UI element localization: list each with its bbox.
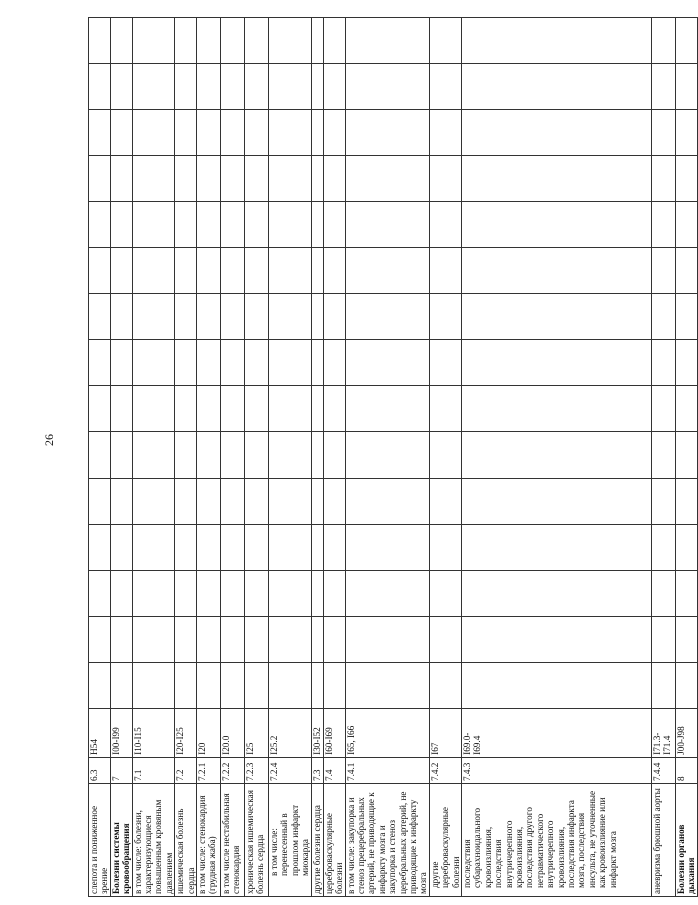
empty-value-cell: [269, 110, 312, 156]
empty-value-cell: [175, 248, 197, 294]
empty-value-cell: [675, 18, 697, 64]
empty-value-cell: [175, 570, 197, 616]
empty-value-cell: [110, 18, 132, 64]
empty-value-cell: [269, 64, 312, 110]
empty-value-cell: [175, 202, 197, 248]
empty-value-cell: [197, 248, 221, 294]
row-line-number: 7.4.1: [345, 757, 429, 783]
empty-value-cell: [651, 340, 675, 386]
empty-value-cell: [245, 478, 269, 524]
empty-value-cell: [323, 248, 345, 294]
disease-statistics-table: [88, 17, 698, 897]
empty-value-cell: [461, 662, 651, 708]
row-line-number: 7.4.4: [651, 757, 675, 783]
empty-value-cell: [89, 570, 111, 616]
empty-value-cell: [197, 156, 221, 202]
empty-value-cell: [175, 294, 197, 340]
empty-value-cell: [197, 110, 221, 156]
row-icd-code: I60-I69: [323, 708, 345, 757]
empty-value-cell: [89, 616, 111, 662]
empty-value-cell: [221, 386, 245, 432]
statistics-table-rotated: [88, 17, 697, 897]
empty-value-cell: [311, 340, 323, 386]
empty-value-cell: [651, 294, 675, 340]
empty-value-cell: [323, 432, 345, 478]
empty-value-cell: [345, 524, 429, 570]
empty-value-cell: [245, 156, 269, 202]
empty-value-cell: [345, 570, 429, 616]
empty-value-cell: [429, 524, 461, 570]
empty-value-cell: [345, 662, 429, 708]
empty-value-cell: [197, 432, 221, 478]
empty-value-cell: [132, 662, 175, 708]
empty-value-cell: [461, 432, 651, 478]
empty-value-cell: [110, 294, 132, 340]
empty-value-cell: [311, 248, 323, 294]
empty-value-cell: [311, 662, 323, 708]
empty-value-cell: [110, 386, 132, 432]
empty-value-cell: [245, 432, 269, 478]
empty-value-cell: [132, 110, 175, 156]
empty-value-cell: [651, 524, 675, 570]
empty-value-cell: [175, 478, 197, 524]
empty-value-cell: [221, 340, 245, 386]
empty-value-cell: [429, 64, 461, 110]
empty-value-cell: [429, 386, 461, 432]
empty-value-cell: [311, 64, 323, 110]
empty-value-cell: [651, 64, 675, 110]
empty-value-cell: [110, 662, 132, 708]
empty-value-cell: [132, 478, 175, 524]
row-name: в том числе: стенокардия (грудная жаба): [197, 784, 221, 897]
empty-value-cell: [461, 110, 651, 156]
row-name: другие цереброваскулярные болезни: [429, 784, 461, 897]
empty-value-cell: [132, 386, 175, 432]
empty-value-cell: [269, 570, 312, 616]
empty-value-cell: [175, 662, 197, 708]
empty-value-cell: [323, 478, 345, 524]
empty-value-cell: [429, 616, 461, 662]
empty-value-cell: [675, 340, 697, 386]
empty-value-cell: [175, 340, 197, 386]
empty-value-cell: [175, 18, 197, 64]
empty-value-cell: [651, 248, 675, 294]
empty-value-cell: [245, 662, 269, 708]
empty-value-cell: [110, 64, 132, 110]
empty-value-cell: [245, 294, 269, 340]
empty-value-cell: [175, 386, 197, 432]
row-line-number: 7.4: [323, 757, 345, 783]
empty-value-cell: [197, 478, 221, 524]
empty-value-cell: [311, 570, 323, 616]
empty-value-cell: [197, 386, 221, 432]
empty-value-cell: [110, 110, 132, 156]
empty-value-cell: [89, 524, 111, 570]
empty-value-cell: [110, 248, 132, 294]
empty-value-cell: [461, 18, 651, 64]
empty-value-cell: [651, 202, 675, 248]
empty-value-cell: [89, 432, 111, 478]
empty-value-cell: [110, 524, 132, 570]
empty-value-cell: [461, 248, 651, 294]
table-body: [89, 18, 698, 897]
empty-value-cell: [132, 616, 175, 662]
empty-value-cell: [675, 570, 697, 616]
row-icd-code: I30-I52: [311, 708, 323, 757]
empty-value-cell: [132, 18, 175, 64]
empty-value-cell: [429, 432, 461, 478]
empty-value-cell: [221, 616, 245, 662]
row-name: другие болезни сердца: [311, 784, 323, 897]
empty-value-cell: [311, 478, 323, 524]
row-name: в том числе нестабильная стенокардия: [221, 784, 245, 897]
empty-value-cell: [221, 64, 245, 110]
empty-value-cell: [245, 64, 269, 110]
empty-value-cell: [175, 110, 197, 156]
table-row: [429, 18, 461, 897]
empty-value-cell: [651, 570, 675, 616]
empty-value-cell: [110, 156, 132, 202]
row-line-number: 7.2.2: [221, 757, 245, 783]
empty-value-cell: [175, 524, 197, 570]
empty-value-cell: [461, 202, 651, 248]
empty-value-cell: [132, 570, 175, 616]
empty-value-cell: [461, 294, 651, 340]
empty-value-cell: [311, 156, 323, 202]
row-icd-code: I69.0- I69.4: [461, 708, 651, 757]
empty-value-cell: [311, 18, 323, 64]
empty-value-cell: [675, 248, 697, 294]
empty-value-cell: [429, 340, 461, 386]
row-line-number: 7.2.1: [197, 757, 221, 783]
row-icd-code: I20-I25: [175, 708, 197, 757]
empty-value-cell: [110, 478, 132, 524]
row-name: в том числе: болезни, характеризующиеся повышенным кровяным давлением: [132, 784, 175, 897]
empty-value-cell: [345, 432, 429, 478]
empty-value-cell: [110, 202, 132, 248]
empty-value-cell: [461, 64, 651, 110]
empty-value-cell: [269, 386, 312, 432]
empty-value-cell: [132, 294, 175, 340]
empty-value-cell: [675, 478, 697, 524]
empty-value-cell: [323, 294, 345, 340]
empty-value-cell: [675, 524, 697, 570]
row-icd-code: H54: [89, 708, 111, 757]
empty-value-cell: [269, 432, 312, 478]
empty-value-cell: [323, 202, 345, 248]
empty-value-cell: [132, 248, 175, 294]
empty-value-cell: [269, 662, 312, 708]
empty-value-cell: [461, 570, 651, 616]
empty-value-cell: [269, 248, 312, 294]
empty-value-cell: [323, 110, 345, 156]
row-line-number: 7.3: [311, 757, 323, 783]
empty-value-cell: [323, 616, 345, 662]
empty-value-cell: [675, 616, 697, 662]
empty-value-cell: [132, 524, 175, 570]
row-line-number: 7.4.3: [461, 757, 651, 783]
row-icd-code: J00-J98: [675, 708, 697, 757]
empty-value-cell: [245, 616, 269, 662]
empty-value-cell: [323, 524, 345, 570]
empty-value-cell: [89, 18, 111, 64]
empty-value-cell: [345, 156, 429, 202]
empty-value-cell: [323, 386, 345, 432]
empty-value-cell: [345, 616, 429, 662]
empty-value-cell: [89, 478, 111, 524]
table-row: [197, 18, 221, 897]
empty-value-cell: [461, 340, 651, 386]
empty-value-cell: [269, 616, 312, 662]
row-name: Болезни системы кровообращения: [110, 784, 132, 897]
row-line-number: 7.2.3: [245, 757, 269, 783]
empty-value-cell: [675, 662, 697, 708]
row-line-number: 8: [675, 757, 697, 783]
empty-value-cell: [269, 524, 312, 570]
empty-value-cell: [110, 570, 132, 616]
empty-value-cell: [221, 110, 245, 156]
empty-value-cell: [245, 202, 269, 248]
table-row: [311, 18, 323, 897]
empty-value-cell: [269, 340, 312, 386]
empty-value-cell: [132, 202, 175, 248]
empty-value-cell: [311, 110, 323, 156]
empty-value-cell: [651, 478, 675, 524]
empty-value-cell: [461, 156, 651, 202]
row-line-number: 7.1: [132, 757, 175, 783]
row-name: в том числе: перенесенный в прошлом инфаркт миокарда: [269, 784, 312, 897]
empty-value-cell: [311, 386, 323, 432]
empty-value-cell: [132, 340, 175, 386]
empty-value-cell: [245, 570, 269, 616]
empty-value-cell: [323, 662, 345, 708]
row-icd-code: I25: [245, 708, 269, 757]
empty-value-cell: [429, 202, 461, 248]
empty-value-cell: [269, 156, 312, 202]
row-line-number: 7: [110, 757, 132, 783]
row-icd-code: I00-I99: [110, 708, 132, 757]
empty-value-cell: [429, 478, 461, 524]
table-row: [651, 18, 675, 897]
empty-value-cell: [323, 18, 345, 64]
empty-value-cell: [345, 110, 429, 156]
empty-value-cell: [197, 64, 221, 110]
empty-value-cell: [245, 110, 269, 156]
empty-value-cell: [110, 340, 132, 386]
empty-value-cell: [197, 616, 221, 662]
empty-value-cell: [197, 570, 221, 616]
empty-value-cell: [345, 248, 429, 294]
empty-value-cell: [89, 294, 111, 340]
empty-value-cell: [221, 478, 245, 524]
empty-value-cell: [345, 478, 429, 524]
empty-value-cell: [311, 524, 323, 570]
table-row: [110, 18, 132, 897]
row-name: слепота и пониженное зрение: [89, 784, 111, 897]
empty-value-cell: [651, 18, 675, 64]
empty-value-cell: [89, 110, 111, 156]
row-name: аневризма брюшной аорты: [651, 784, 675, 897]
empty-value-cell: [323, 156, 345, 202]
row-name: в том числе: закупорка и стеноз прецеребральных артерий, не приводящие к инфаркту мозга и закупорка и стеноз церебральных артерий, не приводящие к инфаркту мозга: [345, 784, 429, 897]
empty-value-cell: [269, 18, 312, 64]
empty-value-cell: [269, 294, 312, 340]
empty-value-cell: [269, 202, 312, 248]
table-row: [132, 18, 175, 897]
empty-value-cell: [345, 202, 429, 248]
empty-value-cell: [429, 110, 461, 156]
empty-value-cell: [245, 248, 269, 294]
empty-value-cell: [221, 156, 245, 202]
empty-value-cell: [675, 202, 697, 248]
empty-value-cell: [89, 340, 111, 386]
table-row: [269, 18, 312, 897]
empty-value-cell: [675, 156, 697, 202]
row-name: последствия субарахноидального кровоизлияния, последствия внутричерепного кровоизлияния, последствия другого нетравматического внутричерепного кровоизлияния, последствия инфаркта мозга, последствия инсульта, не уточненные как кровоизлияние или инфаркт мозга: [461, 784, 651, 897]
empty-value-cell: [89, 64, 111, 110]
empty-value-cell: [197, 524, 221, 570]
empty-value-cell: [345, 294, 429, 340]
row-icd-code: I65, I66: [345, 708, 429, 757]
empty-value-cell: [311, 432, 323, 478]
row-line-number: 6.3: [89, 757, 111, 783]
empty-value-cell: [461, 478, 651, 524]
empty-value-cell: [89, 248, 111, 294]
empty-value-cell: [132, 156, 175, 202]
table-row: [461, 18, 651, 897]
empty-value-cell: [175, 64, 197, 110]
empty-value-cell: [651, 616, 675, 662]
empty-value-cell: [323, 64, 345, 110]
empty-value-cell: [429, 662, 461, 708]
row-line-number: 7.2: [175, 757, 197, 783]
empty-value-cell: [675, 64, 697, 110]
empty-value-cell: [110, 432, 132, 478]
empty-value-cell: [461, 524, 651, 570]
empty-value-cell: [197, 662, 221, 708]
empty-value-cell: [461, 616, 651, 662]
empty-value-cell: [651, 156, 675, 202]
empty-value-cell: [245, 524, 269, 570]
row-icd-code: I67: [429, 708, 461, 757]
row-icd-code: I20: [197, 708, 221, 757]
empty-value-cell: [221, 18, 245, 64]
empty-value-cell: [110, 616, 132, 662]
empty-value-cell: [221, 662, 245, 708]
empty-value-cell: [175, 432, 197, 478]
empty-value-cell: [675, 386, 697, 432]
page-number: 26: [42, 434, 56, 446]
table-row: [245, 18, 269, 897]
empty-value-cell: [132, 432, 175, 478]
empty-value-cell: [461, 386, 651, 432]
table-row: [345, 18, 429, 897]
empty-value-cell: [345, 18, 429, 64]
table-row: [89, 18, 111, 897]
empty-value-cell: [89, 386, 111, 432]
empty-value-cell: [651, 432, 675, 478]
empty-value-cell: [221, 524, 245, 570]
empty-value-cell: [345, 64, 429, 110]
row-icd-code: I20.0: [221, 708, 245, 757]
row-icd-code: I25.2: [269, 708, 312, 757]
empty-value-cell: [675, 110, 697, 156]
empty-value-cell: [221, 248, 245, 294]
empty-value-cell: [89, 156, 111, 202]
empty-value-cell: [221, 294, 245, 340]
empty-value-cell: [197, 18, 221, 64]
empty-value-cell: [197, 340, 221, 386]
empty-value-cell: [132, 64, 175, 110]
row-icd-code: I10-I15: [132, 708, 175, 757]
empty-value-cell: [221, 570, 245, 616]
table-row: [175, 18, 197, 897]
empty-value-cell: [651, 662, 675, 708]
empty-value-cell: [245, 386, 269, 432]
empty-value-cell: [345, 340, 429, 386]
empty-value-cell: [175, 156, 197, 202]
empty-value-cell: [175, 616, 197, 662]
empty-value-cell: [221, 202, 245, 248]
empty-value-cell: [311, 202, 323, 248]
empty-value-cell: [197, 294, 221, 340]
empty-value-cell: [221, 432, 245, 478]
empty-value-cell: [675, 432, 697, 478]
empty-value-cell: [675, 294, 697, 340]
empty-value-cell: [345, 386, 429, 432]
empty-value-cell: [197, 202, 221, 248]
empty-value-cell: [245, 340, 269, 386]
table-row: [221, 18, 245, 897]
empty-value-cell: [269, 478, 312, 524]
row-line-number: 7.4.2: [429, 757, 461, 783]
empty-value-cell: [429, 294, 461, 340]
empty-value-cell: [323, 570, 345, 616]
row-name: цереброваскулярные болезни: [323, 784, 345, 897]
empty-value-cell: [651, 386, 675, 432]
empty-value-cell: [245, 18, 269, 64]
table-row: [675, 18, 697, 897]
empty-value-cell: [323, 340, 345, 386]
row-line-number: 7.2.4: [269, 757, 312, 783]
empty-value-cell: [429, 570, 461, 616]
row-name: Болезни органов дыхания: [675, 784, 697, 897]
row-name: ишемическая болезнь сердца: [175, 784, 197, 897]
row-icd-code: I71.3- I71.4: [651, 708, 675, 757]
empty-value-cell: [89, 662, 111, 708]
table-row: [323, 18, 345, 897]
empty-value-cell: [89, 202, 111, 248]
empty-value-cell: [651, 110, 675, 156]
row-name: хроническая ишемическая болезнь сердца: [245, 784, 269, 897]
empty-value-cell: [311, 294, 323, 340]
empty-value-cell: [429, 248, 461, 294]
empty-value-cell: [311, 616, 323, 662]
empty-value-cell: [429, 156, 461, 202]
empty-value-cell: [429, 18, 461, 64]
